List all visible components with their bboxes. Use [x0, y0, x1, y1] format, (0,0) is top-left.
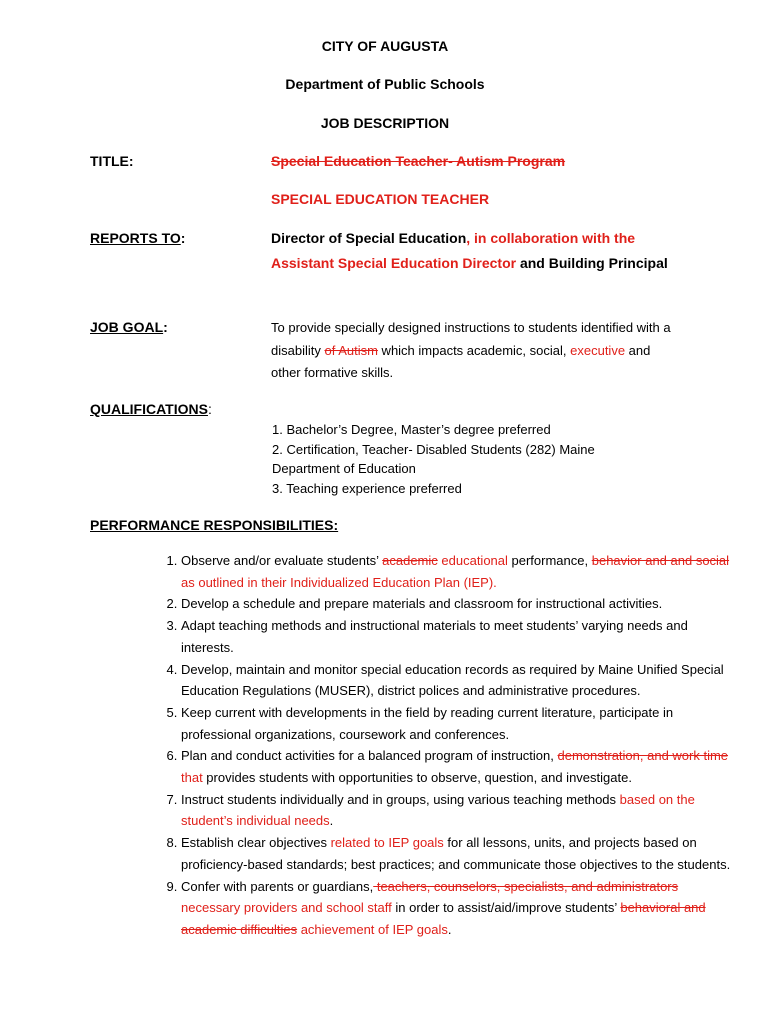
- r1-text-a: Observe and/or evaluate students’: [181, 553, 383, 568]
- job-goal-part2: which impacts academic, social,: [377, 342, 571, 358]
- r7-text-a: Instruct students individually and in groups, using various teaching methods: [181, 791, 620, 807]
- responsibilities-list: [131, 550, 731, 941]
- reports-to-value: [271, 226, 691, 276]
- r1-deleted-2: behavior and and social: [591, 553, 730, 568]
- reports-to-part2: and Building Principal: [516, 255, 668, 271]
- job-goal-colon: :: [163, 319, 168, 335]
- responsibility-item: [181, 876, 731, 941]
- responsibility-item: 4. Develop, maintain and monitor special education records as required by Maine Unified Special Education Regulations (MUSER), district polices and administrative procedures.: [181, 659, 731, 702]
- qualifications-label: [90, 401, 212, 417]
- qualifications-colon: :: [207, 401, 212, 417]
- job-goal-part1: To provide specially designed instructions to students identified with a disability: [271, 320, 671, 358]
- responsibility-item: 5. Keep current with developments in the field by reading current literature, participate in professional organizations, coursework and conferences.: [181, 702, 731, 745]
- responsibility-item: [181, 745, 731, 788]
- r8-text-a: Establish clear objectives: [181, 835, 331, 851]
- responsibility-item: [181, 789, 731, 832]
- job-goal-label: [90, 319, 168, 335]
- qualification-item: 1. Bachelor’s Degree, Master’s degree preferred: [272, 422, 551, 437]
- r9-deleted-1: teachers, counselors, specialists, and administrators: [373, 878, 679, 894]
- responsibility-item: 2. Develop a schedule and prepare materials and classroom for instructional activities.: [181, 593, 731, 615]
- responsibility-item: [181, 550, 731, 593]
- job-goal-value: [271, 317, 671, 385]
- job-goal-deleted: of Autism: [324, 342, 378, 358]
- job-goal-inserted: executive: [570, 342, 626, 358]
- r6-text-b: provides students with opportunities to observe, question, and investigate.: [202, 770, 632, 786]
- r7-inserted: based on the student’s individual needs: [181, 791, 695, 829]
- r1-inserted-1: educational: [437, 553, 508, 568]
- title-label: TITLE:: [90, 153, 134, 169]
- job-goal-part3: and other formative skills.: [271, 342, 651, 380]
- r9-inserted-2: achievement of IEP goals: [297, 921, 448, 937]
- r1-text-b: performance,: [507, 553, 592, 568]
- qualifications-label-text: QUALIFICATIONS: [90, 401, 208, 417]
- r1-deleted-1: academic: [382, 553, 438, 568]
- reports-to-part1: Director of Special Education: [271, 230, 467, 246]
- r9-text-b: in order to assist/aid/improve students’: [391, 900, 621, 916]
- job-goal-label-text: JOB GOAL: [90, 319, 164, 335]
- r6-deleted: demonstration, and work time: [557, 748, 729, 764]
- r6-inserted: that: [181, 770, 203, 786]
- document-type-heading: JOB DESCRIPTION: [320, 115, 450, 131]
- r8-inserted: related to IEP goals: [330, 835, 444, 851]
- qualification-item: 3. Teaching experience preferred: [272, 480, 462, 496]
- r8-text-b: for all lessons, units, and projects based on proficiency-based standards; best practices; and communicate those objectives to the students.: [181, 835, 731, 872]
- r9-text-a: Confer with parents or guardians,: [181, 878, 374, 894]
- qualification-item: 2. Certification, Teacher- Disabled Students (282) Maine Department of Education: [272, 441, 595, 476]
- title-new-value: SPECIAL EDUCATION TEACHER: [271, 191, 490, 207]
- r1-inserted-2: as outlined in their Individualized Education Plan (IEP).: [181, 574, 497, 590]
- responsibility-item: 3. Adapt teaching methods and instructional materials to meet students’ varying needs and interests.: [181, 615, 731, 658]
- reports-to-label-text: REPORTS TO: [90, 230, 181, 246]
- reports-to-inserted: , in collaboration with the Assistant Special Education Director: [271, 230, 636, 271]
- responsibility-item: [181, 832, 731, 875]
- title-old-value: Special Education Teacher- Autism Program: [271, 153, 566, 169]
- qualifications-list: [272, 420, 632, 498]
- r7-text-b: .: [329, 813, 334, 829]
- city-heading: CITY OF AUGUSTA: [321, 38, 449, 54]
- r9-inserted-1: necessary providers and school staff: [181, 900, 392, 916]
- reports-to-colon: :: [180, 230, 186, 246]
- r9-deleted-2: behavioral and academic difficulties: [181, 900, 706, 937]
- r6-text-a: Plan and conduct activities for a balanced program of instruction,: [181, 748, 558, 764]
- reports-to-label: [90, 230, 185, 246]
- responsibilities-heading: PERFORMANCE RESPONSIBILITIES:: [90, 517, 339, 533]
- r9-text-c: .: [447, 921, 452, 937]
- department-heading: Department of Public Schools: [285, 76, 485, 92]
